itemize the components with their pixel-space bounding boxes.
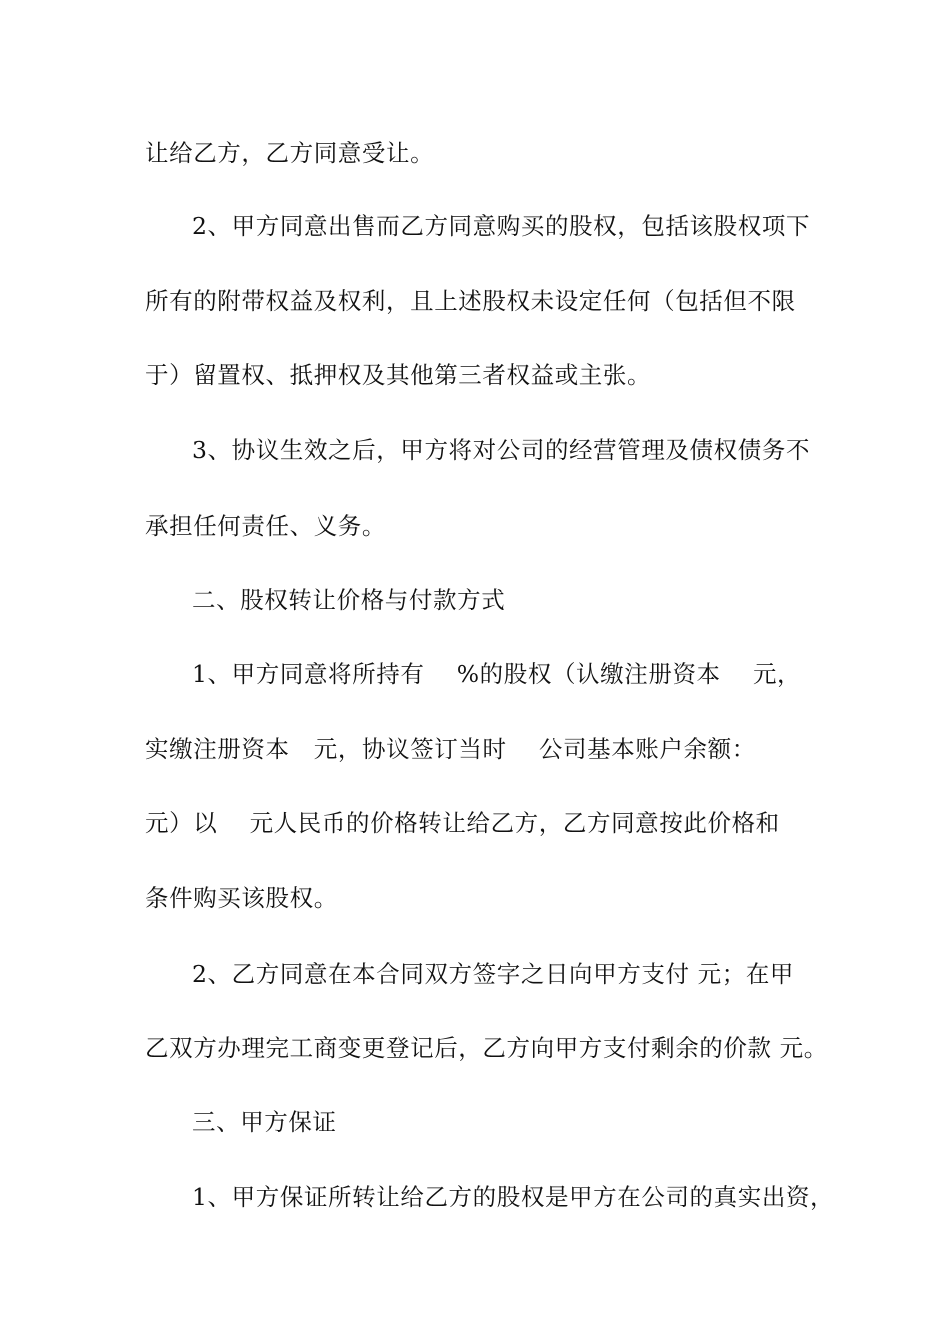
paragraph-line-5: 3、协议生效之后，甲方将对公司的经营管理及债权债务不 <box>192 436 811 464</box>
paragraph-line-10: 元）以 元人民币的价格转让给乙方，乙方同意按此价格和 <box>145 809 780 837</box>
paragraph-line-11: 条件购买该股权。 <box>145 884 338 912</box>
paragraph-line-6: 承担任何责任、义务。 <box>145 512 386 540</box>
paragraph-line-13: 乙双方办理完工商变更登记后，乙方向甲方支付剩余的价款 元。 <box>145 1034 828 1062</box>
paragraph-line-12: 2、乙方同意在本合同双方签字之日向甲方支付 元；在甲 <box>192 960 795 988</box>
paragraph-line-8: 1、甲方同意将所持有 %的股权（认缴注册资本 元， <box>192 660 802 688</box>
paragraph-line-3: 所有的附带权益及权利，且上述股权未设定任何（包括但不限 <box>145 287 796 315</box>
paragraph-line-15: 1、甲方保证所转让给乙方的股权是甲方在公司的真实出资， <box>192 1183 835 1211</box>
paragraph-line-2: 2、甲方同意出售而乙方同意购买的股权，包括该股权项下 <box>192 212 811 240</box>
section-heading-2: 二、股权转让价格与付款方式 <box>192 586 506 614</box>
paragraph-line-1: 让给乙方，乙方同意受让。 <box>145 139 435 167</box>
section-heading-3: 三、甲方保证 <box>192 1108 337 1136</box>
paragraph-line-4: 于）留置权、抵押权及其他第三者权益或主张。 <box>145 361 652 389</box>
paragraph-line-9: 实缴注册资本 元，协议签订当时 公司基本账户余额： <box>145 735 756 763</box>
